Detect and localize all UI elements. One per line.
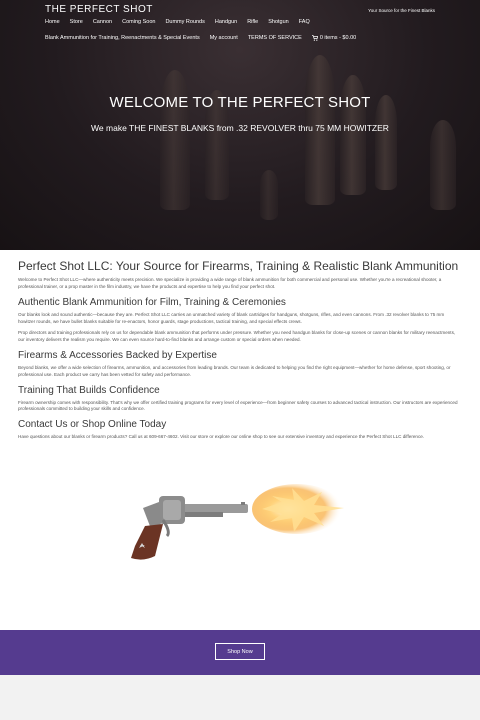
page-title: Perfect Shot LLC: Your Source for Firearms, Training & Realistic Blank Ammunition bbox=[18, 259, 459, 273]
section-heading-blanks: Authentic Blank Ammunition for Film, Training & Ceremonies bbox=[18, 297, 286, 309]
nav-blank-ammunition[interactable]: Blank Ammunition for Training, Reenactments & Special Events bbox=[45, 35, 200, 41]
cart-link[interactable] bbox=[312, 35, 356, 41]
intro-paragraph: Welcome to Perfect Shot LLC—where authenticity meets precision. We specialize in providing a wide range of blank ammunition for both commercial and personal use. Whether you're a recreational shooter, a professional trainer, or a prop master in the film industry, we have the products and expertise to help you find your perfect shot. bbox=[18, 277, 442, 290]
nav-home[interactable]: Home bbox=[45, 19, 60, 25]
site-brand[interactable]: THE PERFECT SHOT bbox=[45, 4, 153, 15]
shop-now-button[interactable]: Shop Now bbox=[215, 643, 265, 660]
nav-cannon[interactable]: Cannon bbox=[92, 19, 113, 25]
nav-faq[interactable]: FAQ bbox=[298, 19, 310, 25]
blanks-paragraph-1: Our blanks look and sound authentic—because they are. Perfect Shot LLC carries an unmatched variety of blank cartridges for handguns, shotguns, rifles, and even cannons. From .32 revolver blanks to 75 mm howitzer rounds, we have bullet blanks suitable for re-enactors, honor guards, stage productions, tactical training, and special effects crews. bbox=[18, 312, 445, 325]
hero-title: WELCOME TO THE PERFECT SHOT bbox=[109, 94, 371, 111]
revolver-image bbox=[123, 484, 253, 574]
muzzle-flash-image bbox=[252, 474, 352, 544]
training-paragraph: Firearm ownership comes with responsibility. That's why we offer certified training programs for every level of experience—from beginner safety courses to advanced tactical instruction. Our instructors are experienced professionals committed to building your skills and confidence. bbox=[18, 399, 458, 412]
section-heading-training: Training That Builds Confidence bbox=[18, 384, 160, 396]
section-heading-contact: Contact Us or Shop Online Today bbox=[18, 419, 167, 431]
cart-icon bbox=[312, 35, 318, 41]
product-images bbox=[0, 470, 480, 570]
hero-subtitle: We make THE FINEST BLANKS from .32 REVOLVER thru 75 MM HOWITZER bbox=[91, 123, 389, 133]
section-heading-firearms: Firearms & Accessories Backed by Expertise bbox=[18, 349, 217, 361]
primary-nav bbox=[45, 19, 310, 25]
footer bbox=[0, 675, 480, 720]
nav-my-account[interactable]: My account bbox=[209, 35, 238, 41]
contact-paragraph: Have questions about our blanks or firearm products? Call us at 609-667-4602. Visit our store or explore our online shop to see our extensive inventory and experience the Perfect Shot LLC difference. bbox=[18, 434, 425, 440]
site-tagline: Your Source for the Finest Blanks bbox=[368, 8, 435, 13]
nav-coming-soon[interactable]: Coming Soon bbox=[122, 19, 156, 25]
nav-store[interactable]: Store bbox=[69, 19, 83, 25]
secondary-nav bbox=[45, 35, 356, 41]
nav-handgun[interactable]: Handgun bbox=[214, 19, 238, 25]
hero-banner bbox=[0, 0, 480, 250]
blanks-paragraph-2: Prop directors and training professionals rely on us for dependable blank ammunition that performs under pressure. Whether you need handgun blanks for close-up scenes or cannon blanks for military reenactments, our inventory delivers the realism you require. We can even source hard-to-find blanks and arrange custom or special orders when needed. bbox=[18, 329, 456, 342]
nav-shotgun[interactable]: Shotgun bbox=[268, 19, 289, 25]
firearms-paragraph: Beyond blanks, we offer a wide selection of firearms, ammunition, and accessories from leading brands. Our team is dedicated to helping you find the right equipment—whether for home defense, sport shooting, or professional use. Each product we carry has been vetted for safety and performance. bbox=[18, 364, 451, 377]
cart-summary: 0 items - $0.00 bbox=[319, 35, 357, 41]
nav-terms[interactable]: TERMS OF SERVICE bbox=[247, 35, 302, 41]
top-bar bbox=[0, 0, 480, 44]
nav-rifle[interactable]: Rifle bbox=[247, 19, 259, 25]
nav-dummy-rounds[interactable]: Dummy Rounds bbox=[165, 19, 205, 25]
main-content bbox=[18, 259, 462, 445]
